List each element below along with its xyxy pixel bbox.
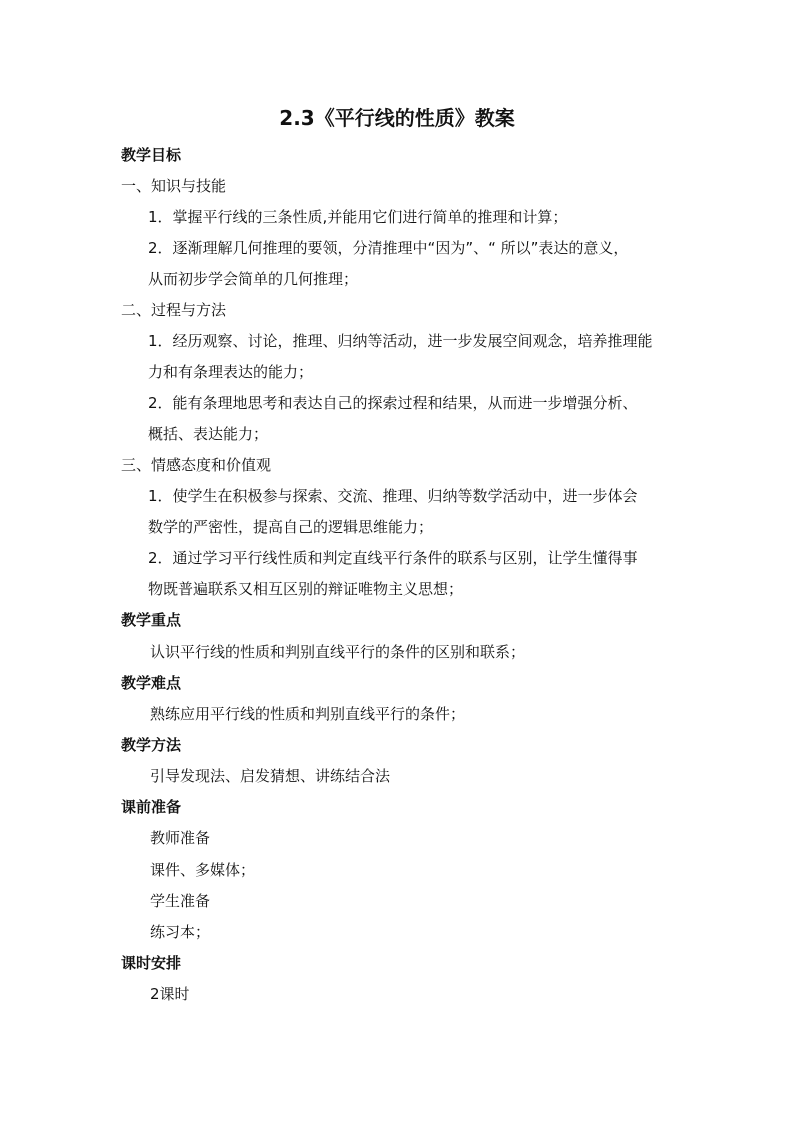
attitude-values-label: 三、情感态度和价值观 xyxy=(121,456,272,474)
attitude-item-1-line-1: 1．使学生在积极参与探索、交流、推理、归纳等数学活动中，进一步体会 xyxy=(148,487,638,505)
difficulties-heading: 教学难点 xyxy=(121,674,182,692)
knowledge-skills-label: 一、知识与技能 xyxy=(121,177,227,195)
keypoints-text: 认识平行线的性质和判别直线平行的条件的区别和联系； xyxy=(150,643,526,661)
schedule-heading: 课时安排 xyxy=(121,954,182,972)
schedule-text: 2课时 xyxy=(150,985,190,1003)
process-item-2-line-2: 概括、表达能力； xyxy=(148,425,269,443)
difficulties-text: 熟练应用平行线的性质和判别直线平行的条件； xyxy=(150,705,466,723)
process-methods-label: 二、过程与方法 xyxy=(121,301,227,319)
attitude-item-1-line-2: 数学的严密性，提高自己的逻辑思维能力； xyxy=(148,518,434,536)
process-item-1-line-2: 力和有条理表达的能力； xyxy=(148,363,314,381)
knowledge-item-2-line-1: 2．逐渐理解几何推理的要领，分清推理中“因为”、“ 所以”表达的意义， xyxy=(148,239,629,257)
attitude-item-2-line-1: 2．通过学习平行线性质和判定直线平行条件的联系与区别，让学生懂得事 xyxy=(148,549,638,567)
student-prep-items: 练习本； xyxy=(150,923,211,941)
objectives-heading: 教学目标 xyxy=(121,146,182,164)
teacher-prep-label: 教师准备 xyxy=(150,829,211,847)
knowledge-item-2-line-2: 从而初步学会简单的几何推理； xyxy=(148,270,359,288)
document-title: 2.3《平行线的性质》教案 xyxy=(279,106,515,130)
attitude-item-2-line-2: 物既普遍联系又相互区别的辩证唯物主义思想； xyxy=(148,580,464,598)
process-item-2-line-1: 2．能有条理地思考和表达自己的探索过程和结果，从而进一步增强分析、 xyxy=(148,394,638,412)
process-item-1-line-1: 1．经历观察、讨论，推理、归纳等活动，进一步发展空间观念，培养推理能 xyxy=(148,332,653,350)
teacher-prep-items: 课件、多媒体； xyxy=(150,861,256,879)
preparation-heading: 课前准备 xyxy=(121,798,182,816)
knowledge-item-1: 1．掌握平行线的三条性质,并能用它们进行简单的推理和计算； xyxy=(148,208,568,226)
keypoints-heading: 教学重点 xyxy=(121,611,182,629)
student-prep-label: 学生准备 xyxy=(150,892,211,910)
methods-text: 引导发现法、启发猜想、讲练结合法 xyxy=(150,767,391,785)
methods-heading: 教学方法 xyxy=(121,736,182,754)
